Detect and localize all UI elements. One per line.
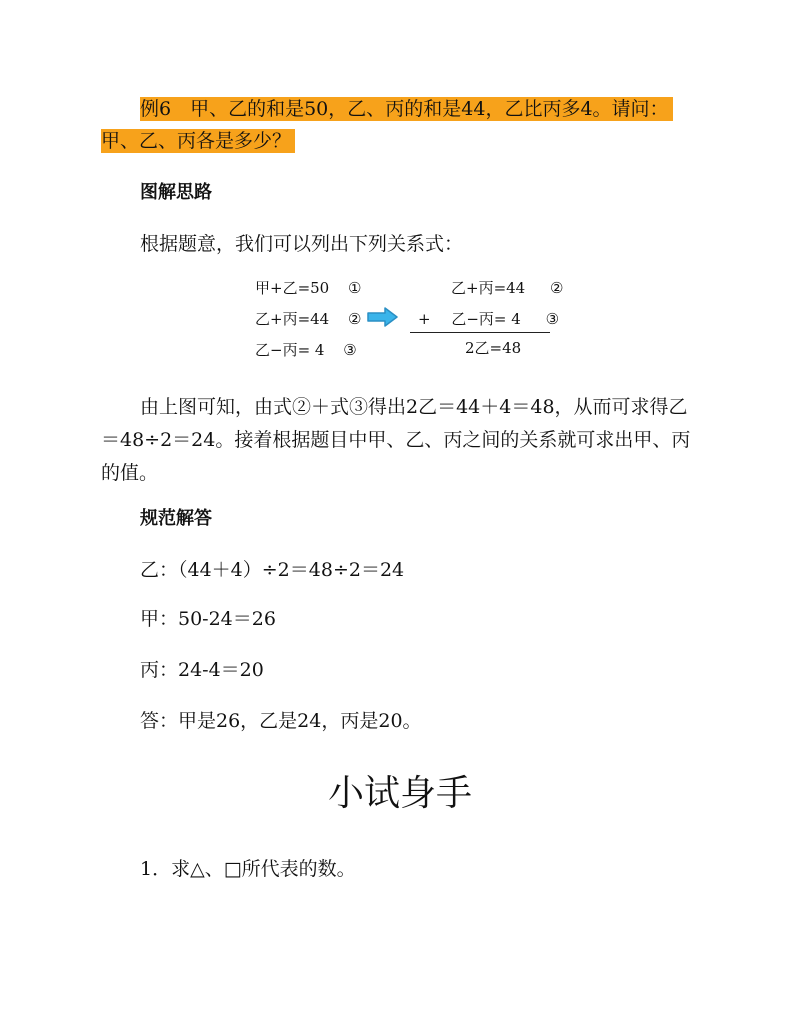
solution-step-3: 丙：24-4＝20 (140, 659, 264, 681)
section-heading-analysis: 图解思路 (140, 182, 212, 203)
sum-result: 2乙=48 (465, 339, 522, 357)
right-eq-2-op: + (418, 310, 431, 328)
left-eq-2-mark: ② (348, 310, 362, 328)
explain-line-1: 由上图可知，由式②＋式③得出2乙＝44＋4＝48，从而可求得乙 (140, 396, 688, 418)
practice-title: 小试身手 (328, 773, 473, 814)
right-eq-1-mark: ② (550, 279, 564, 297)
solution-step-2: 甲：50-24＝26 (140, 608, 276, 630)
left-eq-3 (255, 340, 357, 360)
right-eq-1-expr: 乙+丙=44 (451, 279, 526, 297)
left-eq-1-mark: ① (348, 279, 362, 297)
explain-line-2: ＝48÷2＝24。接着根据题目中甲、乙、丙之间的关系就可求出甲、丙 (101, 429, 691, 451)
right-eq-2-mark: ③ (545, 310, 560, 328)
right-eq-2-expr: 乙−丙= 4 (451, 310, 521, 328)
solution-step-1: 乙：（44＋4）÷2＝48÷2＝24 (140, 559, 405, 581)
left-eq-3-mark: ③ (343, 341, 357, 359)
practice-question-1: 1．求△、□所代表的数。 (140, 858, 356, 880)
example-line-1: 例6 甲、乙的和是50，乙、丙的和是44，乙比丙多4。请问： (140, 97, 673, 121)
arrow-right-icon (367, 307, 399, 327)
right-eq-1 (451, 278, 563, 298)
sum-rule (410, 332, 550, 333)
left-eq-2 (255, 309, 361, 329)
solution-answer: 答：甲是26，乙是24，丙是20。 (140, 710, 422, 732)
left-eq-3-expr: 乙−丙= 4 (255, 341, 325, 359)
left-eq-2-expr: 乙+丙=44 (255, 310, 330, 328)
explain-line-3: 的值。 (101, 462, 159, 484)
example-line-2: 甲、乙、丙各是多少？ (101, 129, 295, 153)
analysis-intro: 根据题意，我们可以列出下列关系式： (140, 233, 464, 255)
section-heading-solution: 规范解答 (140, 508, 212, 529)
left-eq-1 (255, 278, 361, 298)
left-eq-1-expr: 甲+乙=50 (255, 279, 330, 297)
right-eq-2 (418, 309, 559, 329)
